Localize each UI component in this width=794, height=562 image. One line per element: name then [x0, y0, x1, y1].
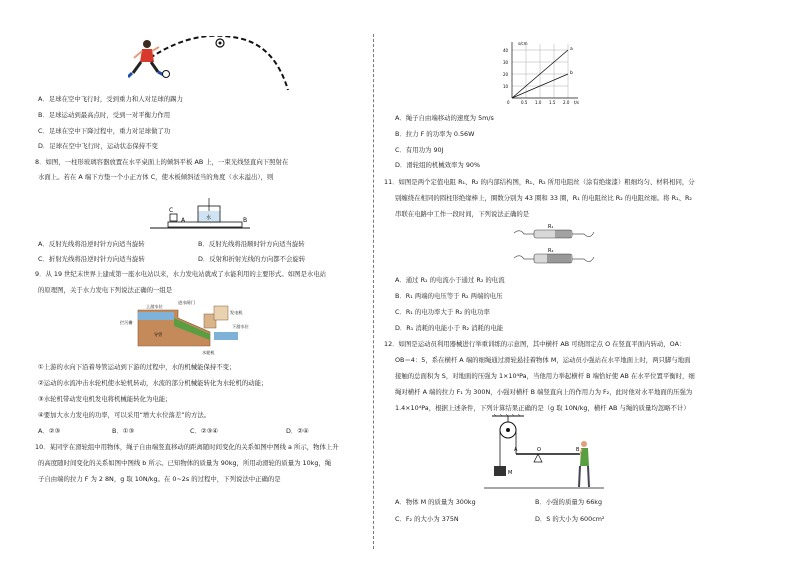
q8-option-a: A．反射光线将沿逆时针方向适当旋转	[38, 240, 145, 248]
q11-option-c: C．R₁ 的电功率大于 R₂ 的电功率	[395, 308, 490, 316]
q10-distance-time-graph	[500, 40, 590, 106]
q12-label-a: A	[514, 447, 518, 453]
graph-xtick-2.0: 2.0	[563, 100, 570, 105]
q7-option-a: A．足球在空中飞行时，受到重力和人对足球的踢力	[38, 95, 183, 103]
q10-option-b: B．拉力 F 的功率为 0.56W	[395, 130, 475, 138]
q12-label-o: O	[537, 447, 541, 453]
graph-ytick-20: 20	[503, 72, 509, 77]
q9-statement-3: ③水轮机带动发电机发电将机械能转化为电能；	[38, 395, 172, 403]
q11-resistor-figure	[512, 222, 602, 270]
q11-stem-line-2: 别缠绕在相同的圆柱形绝缘棒上，圈数分别为 43 圈和 33 圈，R₁ 的电阻丝比 R₂ 的电阻丝细。将 R₁、R₂	[395, 194, 692, 202]
q10-option-d: D．滑轮组的机械效率为 90%	[395, 161, 481, 169]
q12-stem-line-5: 1.4×10⁴Pa，根据上述条件，下列计算结果正确的是（g 取 10N/kg，横杆 AB 与绳的质量均忽略不计）	[395, 404, 690, 412]
q8-stem-line-2: 水面上。若在 A 端下方垫一个小正方体 C，使木板倾斜适当的角度（水未溢出），则	[38, 173, 274, 181]
q9-option-d: D．②④	[286, 427, 309, 435]
q11-option-b: B．R₁ 两端的电压等于 R₂ 两端的电压	[395, 292, 503, 300]
q9-option-b: B．①③	[112, 427, 135, 435]
q10-stem-line-1: 10．某同学在滑轮组中用物体，绳子自由端竖直移动的距离随时间变化的关系如图中图线 a 所示，物体上升	[35, 443, 339, 451]
q10-stem-line-2: 的高度随时间变化的关系如图中图线 b 所示。已知物体的质量为 90kg，所用动滑轮的质量为 10kg，绳	[38, 459, 332, 467]
soccer-kick-figure	[128, 36, 300, 96]
q12-stem-line-2: OB＝4：5，系在横杆 A 端的细绳通过滑轮悬挂着物体 M，运动员小强站在水平地面上时，两只脚与地面	[395, 356, 691, 364]
q9-statement-2: ②运动的水流冲击水轮机使水轮机转动，水流的部分机械能转化为水轮机的动能；	[38, 379, 268, 387]
q10-option-a: A．绳子自由端移动的速度为 5m/s	[395, 114, 494, 122]
q7-option-b: B．足球运动到最高点时，受到一对平衡力作用	[38, 111, 171, 119]
q11-option-d: D．R₁ 消耗的电能小于 R₂ 消耗的电能	[395, 324, 504, 332]
q11-stem-line-1: 11．如图是两个定值电阻 R₁、R₂ 的内部结构图，R₁、R₂ 所用电阻丝（涂有绝缘漆）粗细均匀、材料相同，分	[384, 178, 695, 186]
graph-x-label: t/s	[574, 100, 579, 105]
graph-origin: 0	[507, 100, 510, 105]
q12-option-b: B．小强的质量为 66kg	[535, 498, 603, 506]
q9-option-a: A．②③	[38, 427, 61, 435]
q12-label-m: M	[508, 470, 513, 476]
q9-stem-line-1: 9．从 19 世纪末世界上建成第一座水电站以来，水力发电站就成了水能利用的主要形式。如图是水电站	[35, 270, 327, 278]
q8-option-c: C．折射光线将沿逆时针方向适当旋转	[38, 255, 145, 263]
graph-y-label: s/cm	[518, 41, 528, 46]
q9-label-generator: 发电机	[230, 310, 243, 315]
q9-statement-4: ④要加大水力发电的功率，可以采用“增大水位落差”的方法。	[38, 411, 211, 419]
graph-xtick-1.5: 1.5	[549, 100, 556, 105]
q8-option-b: B．反射光线将沿顺时针方向适当旋转	[198, 240, 305, 248]
q9-label-penstock: 导管	[154, 332, 163, 337]
q12-option-a: A．物体 M 的质量为 300kg	[395, 498, 476, 506]
graph-ytick-30: 30	[503, 60, 509, 65]
q12-option-c: C．F₂ 的大小为 375N	[395, 515, 459, 523]
q9-label-downstream: 下游水位	[232, 324, 249, 329]
q12-lever-figure	[484, 414, 604, 494]
q11-label-r1: R₁	[548, 224, 554, 230]
q12-stem-line-1: 12．如图是运动员利用器械进行举重训练的示意图，其中横杆 AB 可绕固定点 O 在竖直平面内转动，OA：	[384, 340, 686, 348]
q8-option-d: D．反射和折射光线的方向都不会旋转	[198, 255, 306, 263]
column-divider	[373, 34, 374, 549]
q12-stem-line-4: 绳对横杆 A 端的拉力 F₁ 为 300N，小强对横杆 B 端竖直向上的作用力为 F₂，此时他对水平地面的压强为	[395, 388, 693, 396]
graph-xtick-0.5: 0.5	[521, 100, 528, 105]
q10-stem-line-3: 子自由端的拉力 F 为 2 8N，g 取 10N/kg。在 0~2s 的过程中，下列说法中正确的是	[38, 475, 281, 483]
q12-option-d: D．S 的大小为 600cm²	[535, 515, 605, 523]
q9-statement-1: ①上游的水向下沿着导管运动到下游的过程中，水的机械能保持不变；	[38, 363, 236, 371]
q10-option-c: C．有用功为 90J	[395, 146, 444, 154]
q8-label-c: C	[169, 207, 174, 214]
graph-ytick-40: 40	[503, 48, 509, 53]
q11-label-r2: R₂	[548, 248, 554, 254]
q9-option-c: C．②③④	[190, 427, 219, 435]
q11-stem-line-3: 串联在电路中工作一段时间，下列说法正确的是	[395, 210, 530, 218]
q8-label-a: A	[181, 217, 186, 224]
graph-ytick-10: 10	[503, 84, 509, 89]
q8-label-water: 水	[206, 215, 212, 221]
graph-series-b: b	[570, 71, 573, 76]
q9-label-gate: 进水闸门	[178, 300, 195, 305]
q9-label-turbine: 水轮机	[202, 350, 215, 355]
q9-label-upstream: 上游水位	[146, 304, 163, 309]
q8-label-b: B	[243, 217, 248, 224]
q8-container-figure	[150, 198, 250, 234]
q8-stem-line-1: 8．如图，一柱形玻璃容器放置在水平桌面上的倾斜平板 AB 上，一束光线竖直向下照射在	[35, 158, 289, 166]
q9-label-trash-rack: 拦污栅	[120, 320, 133, 325]
q9-stem-line-2: 的原理图，关于水力发电下列说法正确的一组是	[38, 286, 173, 294]
graph-xtick-1.0: 1.0	[535, 100, 542, 105]
q12-stem-line-3: 接触的总面积为 S，对地面的压强为 1×10⁴Pa，当他用力举起横杆 B 端恰好使 AB 在水平位置平衡时，细	[395, 372, 695, 380]
q11-option-a: A．通过 R₁ 的电流小于通过 R₂ 的电流	[395, 276, 505, 284]
q7-option-d: D．足球在空中飞行时，运动状态保持不变	[38, 142, 158, 150]
q12-label-b: B	[576, 447, 580, 453]
q7-option-c: C．足球在空中下降过程中，重力对足球做了功	[38, 127, 171, 135]
q9-hydropower-figure	[118, 298, 258, 358]
graph-series-a: a	[570, 47, 573, 52]
